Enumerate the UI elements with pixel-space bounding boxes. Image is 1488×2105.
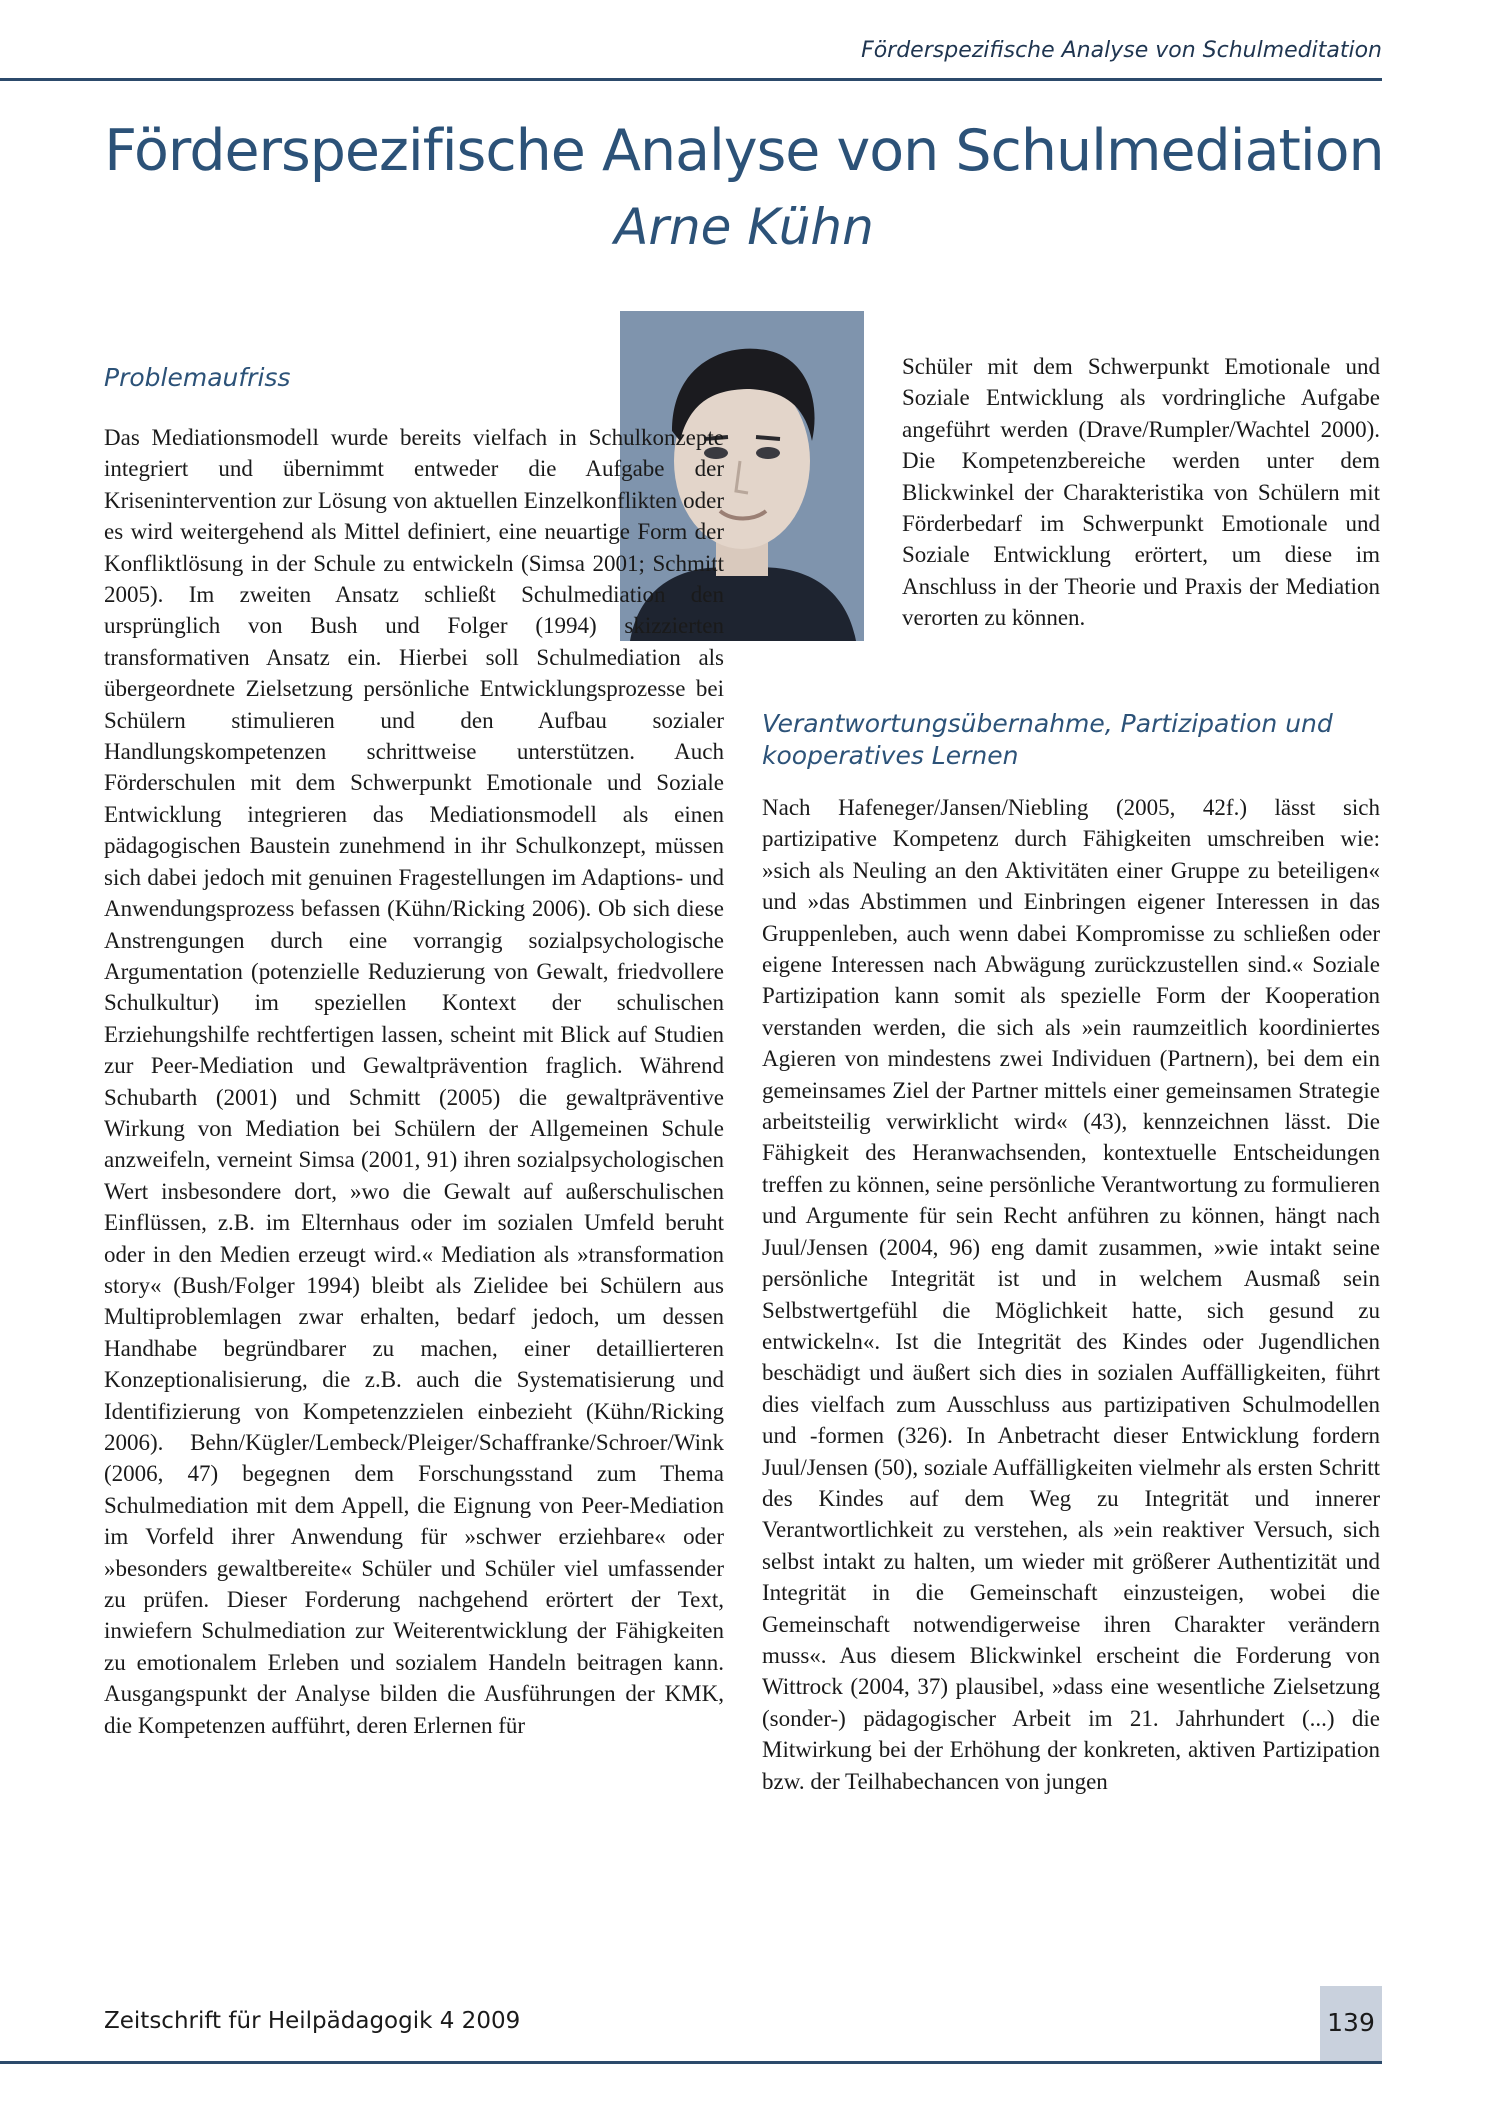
page-number: 139 <box>1327 2008 1375 2037</box>
body-paragraph: Nach Hafeneger/Jansen/Niebling (2005, 42f.) lässt sich partizipative Kompetenz durch Fähigkeiten umschreiben wie: »sich als Neuling an den Aktivitäten einer Gruppe zu beteiligen« und »das Abstimmen und Einbringen eigener Interessen in das Gruppenleben, auch wenn dabei Kompromisse zu schließen oder eigene Interessen nach Abwägung zurückzustellen sind.« Soziale Partizipation kann somit als spezielle Form der Kooperation verstanden werden, die sich als »ein raumzeitlich koordiniertes Agieren von mindestens zwei Individuen (Partnern), bei dem ein gemeinsames Ziel der Partner mittels einer gemeinsamen Strategie arbeitsteilig verwirklicht wird« (43), kennzeichnen lässt. Die Fähigkeit des Heranwachsenden, kontextuelle Entscheidungen treffen zu können, seine persönliche Verantwortung zu formulieren und Argumente für sein Recht anführen zu können, hängt nach Juul/Jensen (2004, 96) eng damit zusammen, »wie intakt seine persönliche Integrität ist und in welchem Ausmaß sein Selbstwertgefühl die Möglichkeit hatte, sich gesund zu entwickeln«. Ist die Integrität des Kindes oder Jugendlichen beschädigt und äußert sich dies in sozialen Auffälligkeiten, führt dies vielfach zum Ausschluss aus partizipativen Schulmodellen und -formen (326). In Anbetracht dieser Entwicklung fordern Juul/Jensen (50), soziale Auffälligkeiten vielmehr als ersten Schritt des Kindes auf dem Weg zu Integrität und innerer Verantwortlichkeit zu verstehen, als »ein reaktiver Versuch, sich selbst intakt zu halten, um wieder mit größerer Authentizität und Integrität in die Gemeinschaft einzusteigen, wobei die Gemeinschaft notwendigerweise ihren Charakter verändern muss«. Aus diesem Blickwinkel erscheint die Forderung von Wittrock (2004, 37) plausibel, »dass eine wesentliche Zielsetzung (sonder-) pädagogischer Arbeit im 21. Jahrhundert (...) die Mitwirkung bei der Erhöhung der konkreten, aktiven Partizipation bzw. der Teilhabechancen von jungen <box>762 795 1380 1794</box>
section-heading-problemaufriss: Problemaufriss <box>104 363 291 392</box>
article-title: Förderspezifische Analyse von Schulmediation <box>104 118 1384 184</box>
right-column-top-text <box>902 351 1380 634</box>
article-author: Arne Kühn <box>614 198 874 256</box>
body-paragraph: Das Mediationsmodell wurde bereits vielfach in Schulkonzepte integriert und übernimmt entweder die Aufgabe der Krisenintervention zur Lösung von aktuellen Einzelkonflikten oder es wird weitergehend als Mittel definiert, eine neuartige Form der Konfliktlösung in der Schule zu entwickeln (Simsa 2001; Schmitt 2005). Im zweiten Ansatz schließt Schulmediation den ursprünglich von Bush und Folger (1994) skizzierten transformativen Ansatz ein. Hierbei soll Schulmediation als übergeordnete Zielsetzung persönliche Entwicklungsprozesse bei Schülern stimulieren und den Aufbau sozialer Handlungskompetenzen schrittweise unterstützen. Auch Förderschulen mit dem Schwerpunkt Emotionale und Soziale Entwicklung integrieren das Mediationsmodell als einen pädagogischen Baustein zunehmend in ihr Schulkonzept, müssen sich dabei jedoch mit genuinen Fragestellungen im Adaptions- und Anwendungsprozess befassen (Kühn/Ricking 2006). Ob sich diese Anstrengungen durch eine vorrangig sozialpsychologische Argumentation (potenzielle Reduzierung von Gewalt, friedvollere Schulkultur) im speziellen Kontext der schulischen Erziehungshilfe rechtfertigen lassen, scheint mit Blick auf Studien zur Peer-Mediation und Gewaltprävention fraglich. Während Schubarth (2001) und Schmitt (2005) die gewaltpräventive Wirkung von Mediation bei Schülern der Allgemeinen Schule anzweifeln, verneint Simsa (2001, 91) ihren sozialpsychologischen Wert insbesondere dort, »wo die Gewalt auf außerschulischen Einflüssen, z.B. im Elternhaus oder im sozialen Umfeld beruht oder in den Medien erzeugt wird.« Mediation als »transformation story« (Bush/Folger 1994) bleibt als Zielidee bei Schülern aus Multiproblemlagen zwar erhalten, bedarf jedoch, um dessen Handhabe begründbarer zu machen, einer detaillierteren Konzeptionalisierung, die z.B. auch die Systematisierung und Identifizierung von Kompetenzzielen einbezieht (Kühn/Ricking 2006). Behn/Kügler/Lembeck/Pleiger/Schaffranke/Schroer/Wink (2006, 47) begegnen dem Forschungsstand zum Thema Schulmediation mit dem Appell, die Eignung von Peer-Mediation im Vorfeld ihrer Anwendung für »schwer erziehbare« oder »besonders gewaltbereite« Schüler und Schüler viel umfassender zu prüfen. Dieser Forderung nachgehend erörtert der Text, inwiefern Schulmediation zur Weiterentwicklung der Fähigkeiten zu emotionalem Erleben und sozialem Handeln beitragen kann. Ausgangspunkt der Analyse bilden die Ausführungen der KMK, die Kompetenzen aufführt, deren Erlernen für <box>104 425 724 1738</box>
right-column-bottom-text <box>762 792 1380 1797</box>
left-column-text <box>104 422 724 1741</box>
footer-rule <box>0 2061 1382 2064</box>
journal-citation: Zeitschrift für Heilpädagogik 4 2009 <box>104 2008 521 2034</box>
section-heading-verantwortung: Verantwortungsübernahme, Partizipation und kooperatives Lernen <box>762 709 1333 770</box>
running-header: Förderspezifische Analyse von Schulmeditation <box>861 38 1382 63</box>
body-paragraph: Schüler mit dem Schwerpunkt Emotionale und Soziale Entwicklung als vordringliche Aufgabe angeführt werden (Drave/Rumpler/Wachtel 2000). Die Kompetenzbereiche werden unter dem Blickwinkel der Charakteristika von Schülern mit Förderbedarf im Schwerpunkt Emotionale und Soziale Entwicklung erörtert, um diese im Anschluss in der Theorie und Praxis der Mediation verorten zu können. <box>902 354 1380 631</box>
header-rule <box>0 78 1382 81</box>
